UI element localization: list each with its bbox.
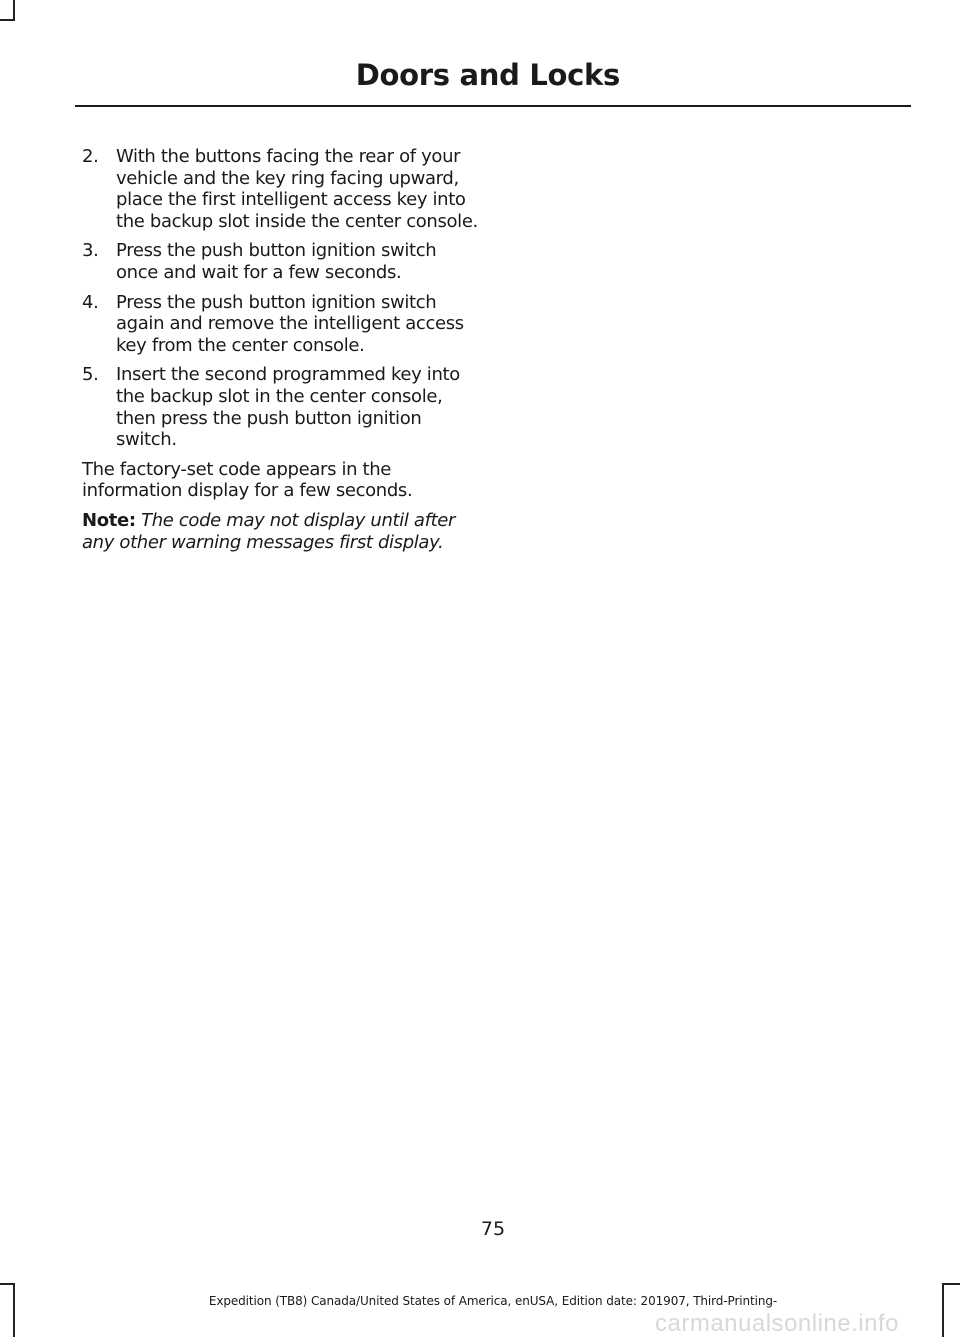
list-item [82, 146, 478, 232]
main-content [82, 146, 478, 553]
step-text: Insert the second programmed key into the backup slot in the center console, then press the push button ignition switch. [116, 364, 460, 451]
list-item [82, 364, 478, 450]
body-paragraph: The factory-set code appears in the information display for a few seconds. [82, 458, 413, 502]
crop-mark-bottom-left-vertical [13, 1283, 15, 1337]
header-divider [75, 105, 911, 107]
crop-mark-bottom-left-horizontal [0, 1283, 15, 1285]
crop-mark-bottom-right-horizontal [942, 1283, 960, 1285]
crop-mark-top-left-vertical [13, 0, 15, 20]
page-title: Doors and Locks [355, 58, 620, 92]
note-label: Note: [82, 509, 136, 531]
footer-edition-info: Expedition (TB8) Canada/United States of America, enUSA, Edition date: 201907, Third-Printing- [208, 1294, 778, 1308]
note [82, 510, 478, 553]
step-number: 2. [82, 146, 99, 167]
list-item [82, 240, 478, 283]
watermark: carmanualsonline.info [655, 1310, 899, 1337]
page-number: 75 [480, 1218, 506, 1240]
step-text: Press the push button ignition switch again and remove the intelligent access key from the center console. [116, 291, 464, 356]
step-number: 4. [82, 291, 99, 313]
list-item [82, 292, 478, 357]
step-number: 5. [82, 364, 99, 386]
step-text: With the buttons facing the rear of your vehicle and the key ring facing upward, place the first intelligent access key into the backup slot inside the center console. [116, 146, 478, 232]
step-text: Press the push button ignition switch once and wait for a few seconds. [116, 240, 437, 283]
note-text: The code may not display until after any other warning messages first display. [82, 509, 456, 553]
step-number: 3. [82, 240, 99, 262]
crop-mark-top-left-horizontal [0, 19, 15, 21]
